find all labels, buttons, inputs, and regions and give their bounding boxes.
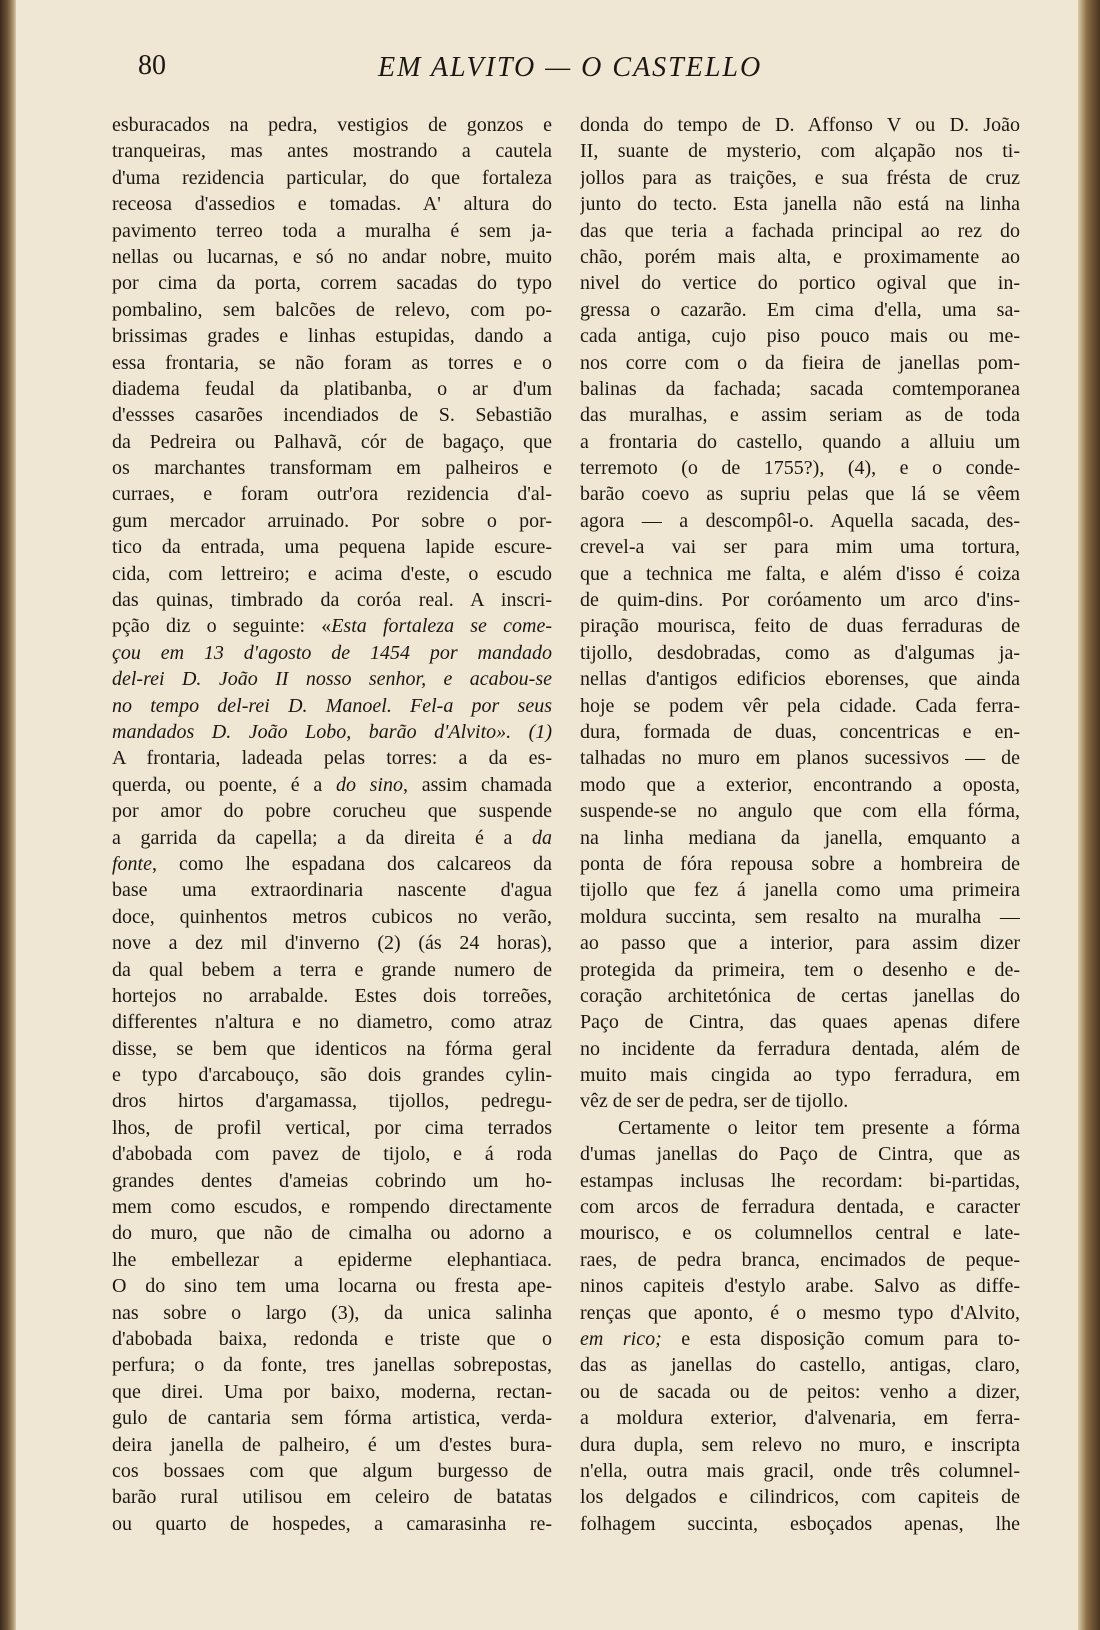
text-line: ou de sacada ou de peitos: venho a dizer, xyxy=(580,1380,1020,1403)
text-line: donda do tempo de D. Affonso V ou D. João xyxy=(580,114,1020,136)
text-line: diadema feudal da platibanba, o ar d'um xyxy=(112,377,552,400)
text-line: protegida da primeira, tem o desenho e de- xyxy=(580,958,1020,981)
text-line: das quinas, timbrado da coróa real. A inscri- xyxy=(112,589,552,612)
text-line: ou quarto de hospedes, a camarasinha re- xyxy=(112,1512,552,1535)
text-line: coração architetónica de certas janellas do xyxy=(580,984,1020,1007)
text-line: hortejos no arrabalde. Estes dois torreões, xyxy=(112,984,552,1007)
text-line: pombalino, sem balcões de relevo, com po- xyxy=(112,298,552,321)
text-line-em-rico xyxy=(580,1326,1020,1352)
text-line-inscription-start xyxy=(112,613,552,639)
text-line: por amor do pobre corucheu que suspende xyxy=(112,800,552,823)
text-segment: , assim chamada xyxy=(403,773,552,796)
text-line: por cima da porta, correm sacadas do typo xyxy=(112,272,552,295)
text-line: Paço de Cintra, das quaes apenas difere xyxy=(580,1011,1020,1034)
text-line: barão rural utilisou em celeiro de batatas xyxy=(112,1486,552,1509)
text-line: do muro, que não de cimalha ou adorno a xyxy=(112,1222,552,1245)
italic-fonte: fonte xyxy=(112,852,152,875)
text-line: doce, quinhentos metros cubicos no verão, xyxy=(112,905,552,928)
text-line-italic: del-rei D. João II nosso senhor, e acabou-se xyxy=(112,668,552,691)
page-edge-shadow xyxy=(1078,0,1100,1630)
text-line: esburacados na pedra, vestigios de gonzos e xyxy=(112,114,552,136)
text-line-italic: mandados D. João Lobo, barão d'Alvito». (1) xyxy=(112,720,552,743)
text-line: piração mourisca, feito de duas ferraduras de xyxy=(580,615,1020,638)
text-line: mourisco, e os columnellos central e late- xyxy=(580,1222,1020,1245)
text-line: barão coevo as supriu pelas que lá se vêem xyxy=(580,483,1020,506)
text-line: raes, de pedra branca, encimados de peque- xyxy=(580,1248,1020,1271)
italic-do-sino: do sino xyxy=(335,773,403,796)
running-head: EM ALVITO — O CASTELLO xyxy=(378,52,763,83)
text-line: modo que a exterior, encontrando a oposta, xyxy=(580,773,1020,796)
text-line: d'uma rezidencia particular, do que fortaleza xyxy=(112,166,552,189)
text-line: renças que aponto, é o mesmo typo d'Alvito, xyxy=(580,1301,1020,1324)
text-line-italic: çou em 13 d'agosto de 1454 por mandado xyxy=(112,641,552,664)
text-line: das que teria a fachada principal ao rez do xyxy=(580,219,1020,242)
text-line: da qual bebem a terra e grande numero de xyxy=(112,958,552,981)
italic-inscription: Esta fortaleza se come- xyxy=(331,615,552,638)
text-line: e typo d'arcabouço, são dois grandes cylin- xyxy=(112,1064,552,1087)
text-line: balinas da fachada; sacada comtemporanea xyxy=(580,377,1020,400)
text-line: da Pedreira ou Palhavã, cór de bagaço, que xyxy=(112,430,552,453)
text-line: gulo de cantaria sem fórma artistica, verda- xyxy=(112,1407,552,1430)
text-line: A frontaria, ladeada pelas torres: a da es- xyxy=(112,747,552,770)
text-line: gressa o cazarão. Em cima d'ella, uma sa- xyxy=(580,298,1020,321)
text-line-italic: no tempo del-rei D. Manoel. Fel-a por seus xyxy=(112,694,552,717)
text-line: differentes n'altura e no diametro, como atraz xyxy=(112,1011,552,1034)
text-line: nivel do vertice do portico ogival que in- xyxy=(580,272,1020,295)
text-line: tico da entrada, uma pequena lapide escure- xyxy=(112,536,552,559)
text-line: que a technica me falta, e além d'isso é coiza xyxy=(580,562,1020,585)
right-text-column xyxy=(580,112,1020,1537)
text-line-fonte xyxy=(112,851,552,877)
text-line: ao passo que a interior, para assim dizer xyxy=(580,932,1020,955)
text-line: com arcos de ferradura dentada, e caracter xyxy=(580,1196,1020,1219)
text-line: talhadas no muro em planos sucessivos — de xyxy=(580,747,1020,770)
text-line: perfura; o da fonte, tres janellas sobrepostas, xyxy=(112,1354,552,1377)
text-line: nellas d'antigos edificios eborenses, que ainda xyxy=(580,668,1020,691)
text-line: d'umas janellas do Paço de Cintra, que as xyxy=(580,1143,1020,1166)
text-line: chão, porém mais alta, e proximamente ao xyxy=(580,245,1020,268)
text-line: deira janella de palheiro, é um d'estes bura- xyxy=(112,1433,552,1456)
text-line: lhe embellezar a epiderme elephantiaca. xyxy=(112,1248,552,1271)
text-line: agora — a descompôl-o. Aquella sacada, des- xyxy=(580,509,1020,532)
text-line: nove a dez mil d'inverno (2) (ás 24 horas), xyxy=(112,932,552,955)
text-line: muito mais cingida ao typo ferradura, em xyxy=(580,1064,1020,1087)
text-line: ninos capiteis d'estylo arabe. Salvo as diffe- xyxy=(580,1275,1020,1298)
text-line: cada antiga, cujo piso pouco mais ou me- xyxy=(580,325,1020,348)
text-line: n'ella, outra mais gracil, onde três columnel- xyxy=(580,1459,1020,1482)
text-line-da-fonte xyxy=(112,825,552,851)
text-line: curraes, e foram outr'ora rezidencia d'al- xyxy=(112,483,552,506)
text-line: suspende-se no angulo que com ella fórma, xyxy=(580,800,1020,823)
text-line: das muralhas, e assim seriam as de toda xyxy=(580,404,1020,427)
text-line: moldura succinta, sem resalto na muralha — xyxy=(580,905,1020,928)
text-line: base uma extraordinaria nascente d'agua xyxy=(112,879,552,902)
text-line: grandes dentes d'ameias cobrindo um ho- xyxy=(112,1169,552,1192)
text-line: na linha mediana da janella, emquanto a xyxy=(580,826,1020,849)
text-segment: a garrida da capella; a da direita é a xyxy=(112,826,532,849)
text-line: mem como escudos, e rompendo directamente xyxy=(112,1196,552,1219)
text-line: dros hirtos d'argamassa, tijollos, pedregu- xyxy=(112,1090,552,1113)
text-line: estampas inclusas lhe recordam: bi-partidas, xyxy=(580,1169,1020,1192)
text-line: hoje se podem vêr pela cidade. Cada ferra- xyxy=(580,694,1020,717)
text-line: d'abobada com pavez de tijolo, e á roda xyxy=(112,1143,552,1166)
text-line: essa frontaria, se não foram as torres e o xyxy=(112,351,552,374)
text-line: ponta de fóra repousa sobre a hombreira de xyxy=(580,852,1020,875)
text-line: nas sobre o largo (3), da unica salinha xyxy=(112,1301,552,1324)
text-line: pavimento terreo toda a muralha é sem ja- xyxy=(112,219,552,242)
text-line-paragraph-start: Certamente o leitor tem presente a fórma xyxy=(618,1116,1020,1139)
text-segment: pção diz o seguinte: « xyxy=(112,615,332,638)
text-line: d'essses casarões incendiados de S. Sebastião xyxy=(112,404,552,427)
text-line: das as janellas do castello, antigas, claro, xyxy=(580,1354,1020,1377)
text-line: a moldura exterior, d'alvenaria, em ferra- xyxy=(580,1407,1020,1430)
text-line: jollos para as traições, e sua frésta de cruz xyxy=(580,166,1020,189)
text-line: no incidente da ferradura dentada, além de xyxy=(580,1037,1020,1060)
text-line: crevel-a vai ser para mim uma tortura, xyxy=(580,536,1020,559)
text-line: a frontaria do castello, quando a alluiu um xyxy=(580,430,1020,453)
text-line: tijollo que fez á janella como uma primeira xyxy=(580,879,1020,902)
text-line: de quim-dins. Por coróamento um arco d'ins- xyxy=(580,589,1020,612)
text-line: nellas ou lucarnas, e só no andar nobre, muito xyxy=(112,245,552,268)
text-line: tijollo, desdobradas, como as d'algumas ja- xyxy=(580,641,1020,664)
italic-em-rico: em rico; xyxy=(580,1327,662,1350)
text-segment: querda, ou poente, é a xyxy=(112,773,336,796)
italic-da: da xyxy=(532,826,552,849)
text-line: dura, formada de duas, concentricas e en- xyxy=(580,720,1020,743)
text-line: lhos, de profil vertical, por cima terrados xyxy=(112,1116,552,1139)
text-line: receosa d'assedios e tomadas. A' altura do xyxy=(112,193,552,216)
text-line: brissimas grades e linhas estupidas, dando a xyxy=(112,325,552,348)
text-segment: e esta disposição comum para to- xyxy=(661,1327,1020,1350)
text-line: los delgados e cilindricos, com capiteis de xyxy=(580,1486,1020,1509)
text-line: disse, se bem que identicos na fórma geral xyxy=(112,1037,552,1060)
text-line: d'abobada baixa, redonda e triste que o xyxy=(112,1327,552,1350)
text-line: cida, com lettreiro; e acima d'este, o escudo xyxy=(112,562,552,585)
text-line: gum mercador arruinado. Por sobre o por- xyxy=(112,509,552,532)
text-line: nos corre com o da fieira de janellas pom- xyxy=(580,351,1020,374)
text-line: II, suante de mysterio, com alçapão nos ti- xyxy=(580,140,1020,163)
text-line: cos bossaes com que algum burgesso de xyxy=(112,1459,552,1482)
text-segment: , como lhe espadana dos calcareos da xyxy=(152,852,552,875)
text-line: os marchantes transformam em palheiros e xyxy=(112,457,552,480)
book-spine-shadow xyxy=(0,0,16,1630)
book-page xyxy=(16,0,1078,1630)
text-line-do-sino xyxy=(112,772,552,798)
page-number: 80 xyxy=(138,50,166,81)
text-line: dura dupla, sem relevo no muro, e inscripta xyxy=(580,1433,1020,1456)
text-line: folhagem succinta, esboçados apenas, lhe xyxy=(580,1512,1020,1535)
left-text-column xyxy=(112,112,552,1537)
text-line: que direi. Uma por baixo, moderna, rectan- xyxy=(112,1380,552,1403)
text-line: junto do tecto. Esta janella não está na linha xyxy=(580,193,1020,216)
text-line-paragraph-end: vêz de ser de pedra, ser de tijollo. xyxy=(580,1090,849,1113)
text-line: tranqueiras, mas antes mostrando a cautela xyxy=(112,140,552,163)
text-line: O do sino tem uma locarna ou fresta ape- xyxy=(112,1275,552,1298)
text-line: terremoto (o de 1755?), (4), e o conde- xyxy=(580,457,1020,480)
